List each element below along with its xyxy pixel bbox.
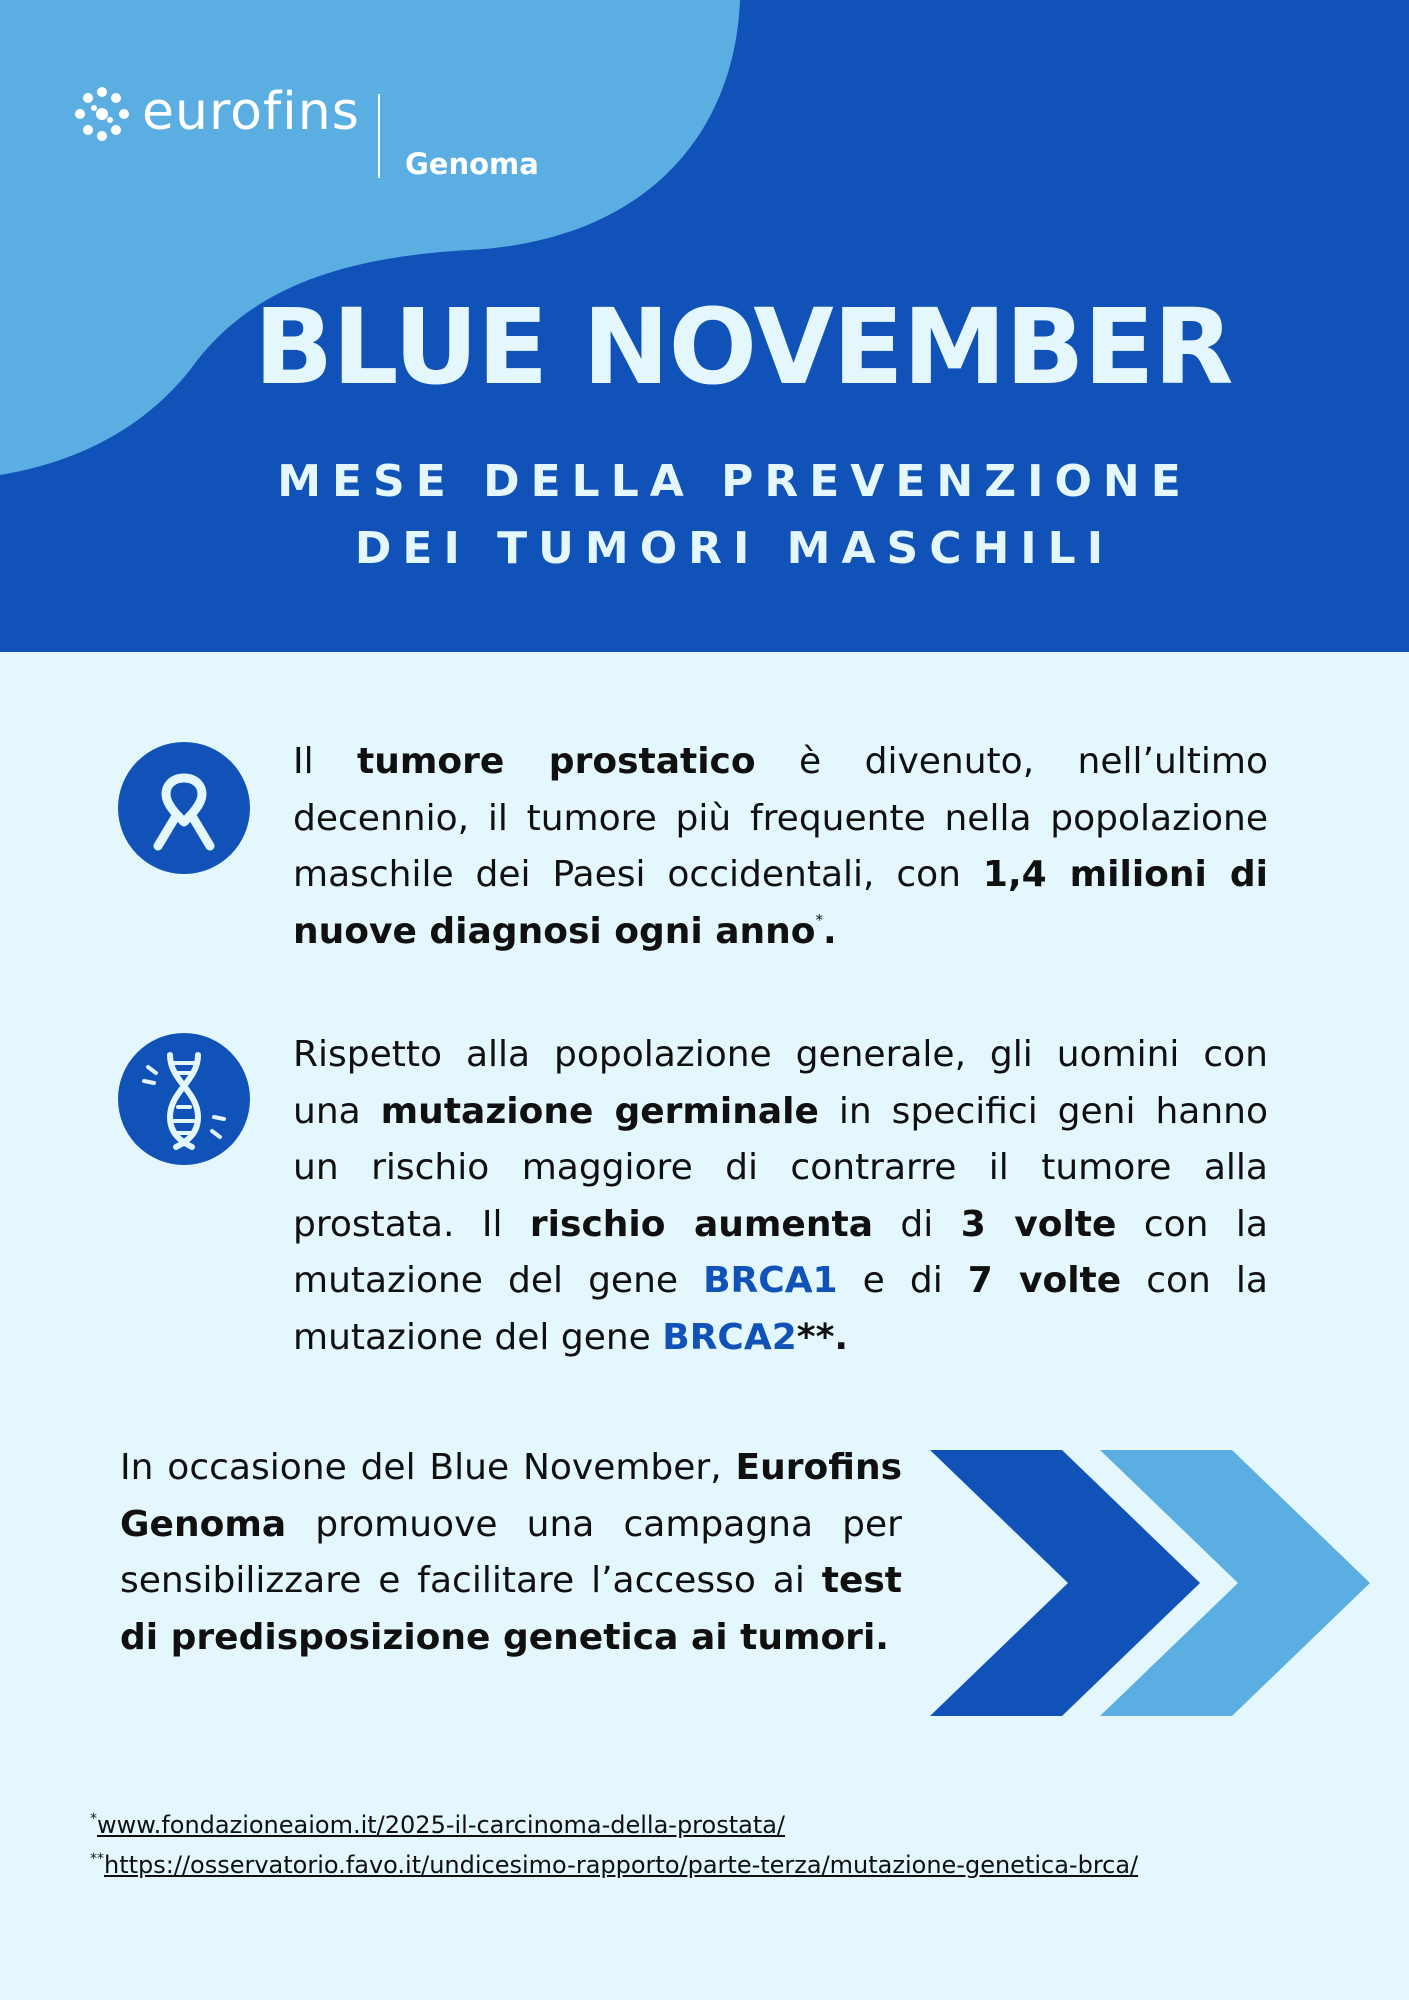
awareness-ribbon-icon xyxy=(118,742,250,874)
gene-brca1: BRCA1 xyxy=(703,1260,838,1301)
dna-icon xyxy=(118,1033,250,1165)
subtitle-line-1: MESE DELLA PREVENZIONE xyxy=(277,456,1192,507)
paragraph-prostate-tumor: Il tumore prostatico è divenuto, nell’ultimo decennio, il tumore più frequente nella popolazione maschile dei Paesi occidentali, con 1,4 milioni di nuove diagnosi ogni anno*. xyxy=(293,741,1269,952)
gene-brca2: BRCA2 xyxy=(662,1316,797,1358)
chevron-arrows-graphic xyxy=(930,1450,1370,1716)
brand-subname: Genoma xyxy=(405,147,539,181)
brand-divider xyxy=(378,94,380,178)
brand-name: eurofins xyxy=(142,82,360,142)
eurofins-logo-icon xyxy=(74,86,130,142)
footnotes xyxy=(90,1802,1350,1882)
paragraph-germline-mutation: Rispetto alla popolazione generale, gli uomini con una mutazione germinale in specifici geni hanno un rischio maggiore di contrarre il tumore alla prostata. Il rischio aumenta di 3 volte con la mutazione del gene BRCA1 e di 7 volte con la mutazione del gene BRCA2**. xyxy=(293,1034,1269,1358)
paragraph-campaign: In occasione del Blue November, Eurofins Genoma promuove una campagna per sensibilizzare e facilitare l’accesso ai test di predisposizione genetica ai tumori. xyxy=(120,1447,902,1658)
footnote-2[interactable]: **https://osservatorio.favo.it/undicesimo-rapporto/parte-terza/mutazione-genetica-brca/ xyxy=(90,1851,1139,1879)
subtitle-line-2: DEI TUMORI MASCHILI xyxy=(354,523,1115,574)
footnote-1[interactable]: *www.fondazioneaiom.it/2025-il-carcinoma-della-prostata/ xyxy=(90,1811,786,1839)
main-title: BLUE NOVEMBER xyxy=(254,286,1233,408)
header-banner xyxy=(0,0,1409,652)
